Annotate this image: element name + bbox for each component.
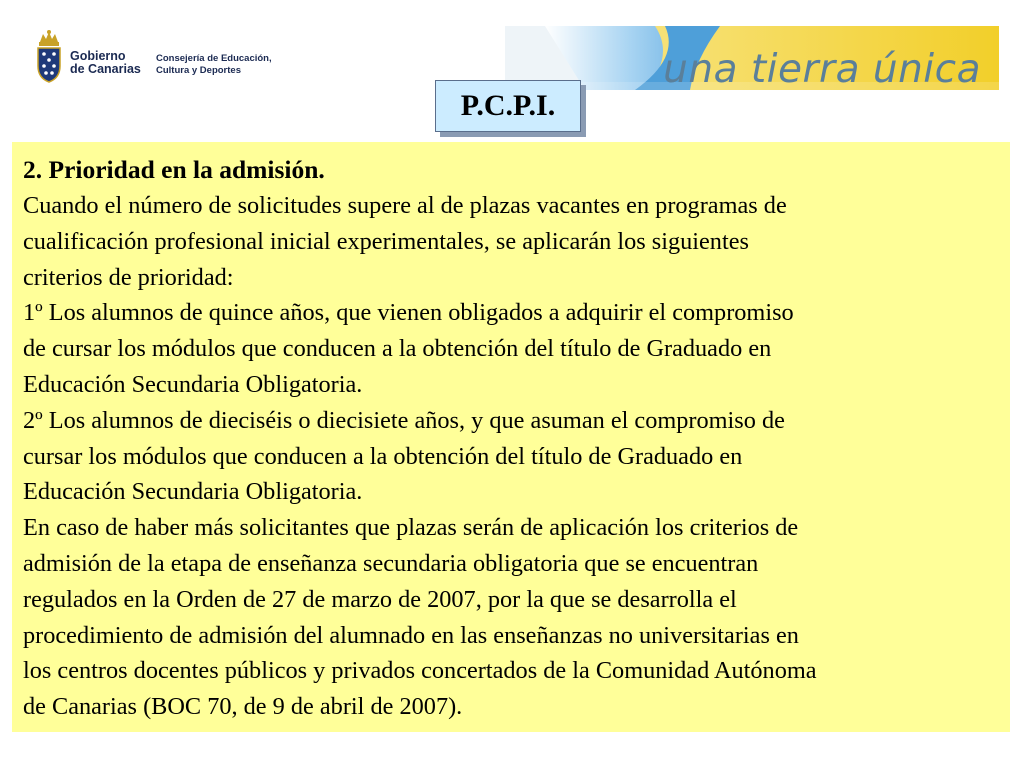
content-line: regulados en la Orden de 27 de marzo de 2007, por la que se desarrolla el [23, 585, 737, 613]
government-logo [30, 26, 310, 92]
slogan-text: una tierra única [663, 47, 981, 90]
coat-of-arms-icon [34, 28, 64, 86]
content-line: de Canarias (BOC 70, de 9 de abril de 2007). [23, 693, 463, 721]
title-panel [435, 80, 581, 132]
content-line: Educación Secundaria Obligatoria. [23, 478, 363, 506]
title-box [435, 80, 585, 136]
content-line: admisión de la etapa de enseñanza secundaria obligatoria que se encuentran [23, 549, 759, 577]
content-line: cualificación profesional inicial experimentales, se aplicarán los siguientes [23, 227, 749, 255]
content-line: 2º Los alumnos de dieciséis o diecisiete años, y que asuman el compromiso de [23, 406, 785, 434]
content-line: criterios de prioridad: [23, 263, 234, 291]
government-name [70, 50, 141, 76]
content-line: Educación Secundaria Obligatoria. [23, 370, 363, 398]
content-line: procedimiento de admisión del alumnado en las enseñanzas no universitarias en [23, 621, 799, 649]
content-line: de cursar los módulos que conducen a la obtención del título de Graduado en [23, 335, 772, 363]
content-line: En caso de haber más solicitantes que plazas serán de aplicación los criterios de [23, 514, 799, 542]
page-title: P.C.P.I. [460, 89, 556, 122]
department-name [156, 53, 272, 77]
content-panel [12, 142, 1010, 732]
content-line: los centros docentes públicos y privados concertados de la Comunidad Autónoma [23, 657, 817, 685]
content-line: 1º Los alumnos de quince años, que vienen obligados a adquirir el compromiso [23, 299, 794, 327]
department-name-line-1: Consejería de Educación, [156, 53, 272, 64]
content-line: Cuando el número de solicitudes supere al de plazas vacantes en programas de [23, 192, 787, 219]
government-name-line-2: de Canarias [70, 62, 141, 76]
government-name-line-1: Gobierno [70, 49, 126, 63]
department-name-line-2: Cultura y Deportes [156, 65, 241, 76]
section-heading: 2. Prioridad en la admisión. [23, 155, 325, 184]
content-line: cursar los módulos que conducen a la obtención del título de Graduado en [23, 442, 743, 470]
